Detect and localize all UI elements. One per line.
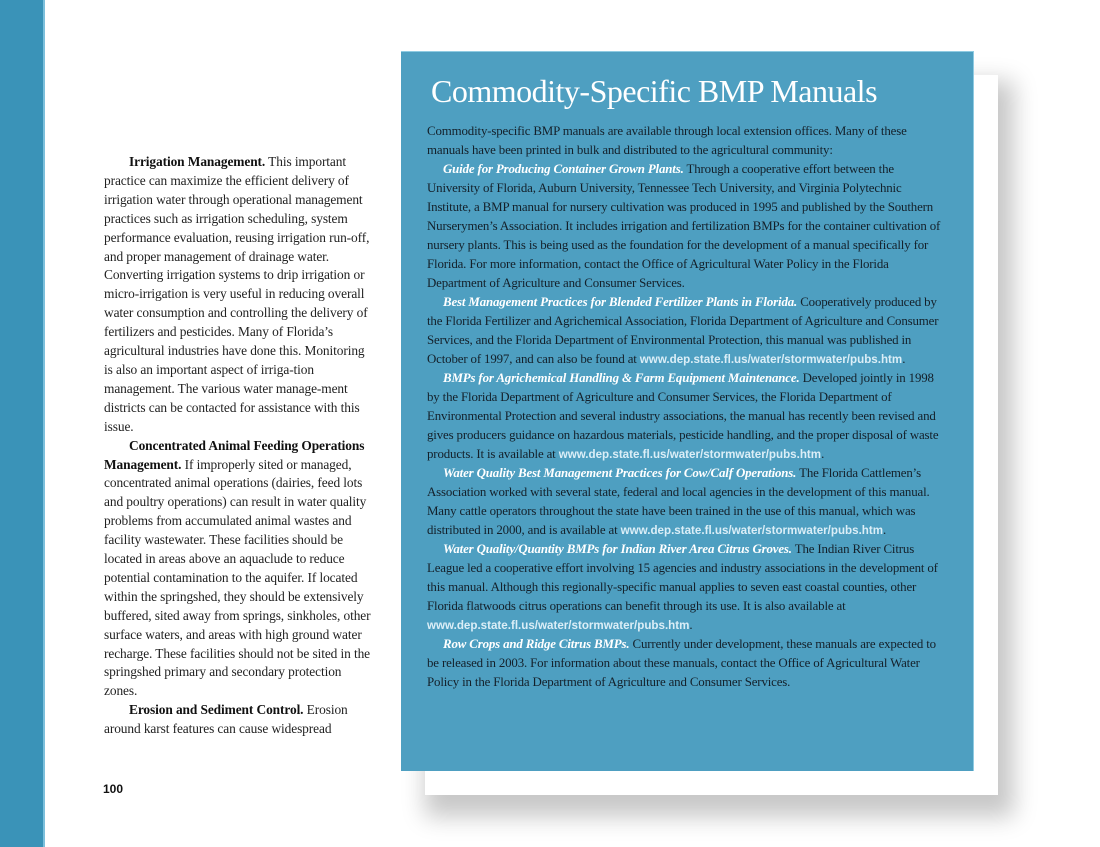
bmp-manuals-sidebar-box: [401, 51, 974, 771]
manual-entry: [427, 293, 942, 369]
manual-title: Guide for Producing Container Grown Plants.: [443, 162, 684, 176]
section-heading: Erosion and Sediment Control.: [129, 702, 304, 718]
manual-url-punctuation: .: [902, 352, 906, 366]
sidebar-box-title: Commodity-Specific BMP Manuals: [431, 73, 878, 109]
manual-url-link[interactable]: www.dep.state.fl.us/water/stormwater/pubs.htm: [427, 619, 690, 632]
section-heading: Concentrated Animal Feeding Operations Management.: [104, 437, 365, 472]
manual-title: Row Crops and Ridge Citrus BMPs.: [443, 637, 630, 651]
sidebar-box-body: [427, 122, 942, 692]
section-text: This important practice can maximize the efficient delivery of irrigation water through operational management practices such as irrigation scheduling, system performance evaluation, reusing irrigation run-off, and proper management of drainage water. Converting irrigation systems to drip irrigation or micro-irrigation is very useful in reducing overall water consumption and controlling the delivery of fertilizers and pesticides. Many of Florida’s agricultural industries have done this. Monitoring is also an important aspect of irriga-tion management. The various water manage-ment districts can be contacted for assistance with this issue.: [104, 154, 370, 434]
paragraph-cafo-management: [104, 437, 376, 702]
manual-url-punctuation: .: [883, 523, 887, 537]
paragraph-erosion-control: [104, 701, 376, 739]
page-edge-color-strip: [0, 0, 45, 847]
manual-description: Cooperatively produced by the Florida Fertilizer and Agrichemical Association, Florida Department of Agriculture and Consumer Services, and the Florida Department of Environmental Protection, this manual was published in October of 1997, and can also be found at: [427, 295, 939, 366]
manual-url-link[interactable]: www.dep.state.fl.us/water/stormwater/pubs.htm: [558, 448, 822, 461]
manual-description: Developed jointly in 1998 by the Florida Department of Agriculture and Consumer Services, the Florida Department of Environmental Protection and several industry associations, the manual has recently been revised and gives producers guidance on hazardous materials, pesticide handling, and the proper disposal of waste products. It is available at: [427, 371, 939, 461]
manual-entry: [427, 540, 942, 635]
manual-url-link[interactable]: www.dep.state.fl.us/water/stormwater/pubs.htm: [620, 524, 884, 537]
manual-entry: [427, 464, 942, 540]
manual-title: Water Quality Best Management Practices for Cow/Calf Operations.: [443, 466, 797, 480]
main-text-column: [104, 153, 376, 739]
manual-description: Currently under development, these manuals are expected to be released in 2003. For information about these manuals, contact the Office of Agricultural Water Policy in the Florida Department of Agriculture and Consumer Services.: [427, 637, 936, 689]
manual-url-punctuation: .: [821, 447, 825, 461]
manual-description: The Florida Cattlemen’s Association worked with several state, federal and local agencies in the development of this manual. Many cattle operators throughout the state have been trained in the use of this manual, which was distributed in 2000, and is available at: [427, 466, 930, 537]
manual-entry: [427, 369, 942, 464]
page-number: 100: [103, 782, 124, 796]
manual-title: BMPs for Agrichemical Handling & Farm Equipment Maintenance.: [443, 371, 800, 385]
section-text: Erosion around karst features can cause widespread: [104, 702, 348, 737]
section-heading: Irrigation Management.: [129, 154, 266, 169]
manual-title: Best Management Practices for Blended Fertilizer Plants in Florida.: [443, 295, 798, 309]
paragraph-irrigation-management: [104, 153, 376, 437]
sidebar-intro: Commodity-specific BMP manuals are available through local extension offices. Many of these manuals have been printed in bulk and distributed to the agricultural community:: [427, 124, 907, 157]
manual-entry: [427, 635, 942, 692]
manual-description: Through a cooperative effort between the University of Florida, Auburn University, Tennessee Tech University, and Virginia Polytechnic Institute, a BMP manual for nursery cultivation was produced in 1995 and published by the Southern Nurserymen’s Association. It includes irrigation and fertilization BMPs for the container cultivation of nursery plants. This is being used as the foundation for the development of a manual specifically for Florida. For more information, contact the Office of Agricultural Water Policy in the Florida Department of Agriculture and Consumer Services.: [427, 162, 941, 290]
section-text: If improperly sited or managed, concentrated animal operations (dairies, feed lots and poultry operations) can result in water quality problems from accumulated animal wastes and facility wastewater. These facilities should be located in areas above an aquaclude to reduce potential contamination to the aquifer. If located within the springshed, they should be extensively buffered, sited away from springs, sinkholes, other surface waters, and areas with high ground water recharge. These facilities should not be sited in the springshed primary and secondary protection zones.: [104, 456, 371, 699]
manual-entry: [427, 160, 942, 293]
manual-description: The Indian River Citrus League led a cooperative effort involving 15 agencies and industry associations in the development of this manual. Although this regionally-specific manual applies to seven east coastal counties, other Florida flatwoods citrus operations can benefit through its use. It is also available at: [427, 542, 938, 613]
manual-url-punctuation: .: [689, 618, 693, 632]
manual-title: Water Quality/Quantity BMPs for Indian River Area Citrus Groves.: [443, 542, 792, 556]
manual-url-link[interactable]: www.dep.state.fl.us/water/stormwater/pubs.htm: [639, 353, 903, 366]
